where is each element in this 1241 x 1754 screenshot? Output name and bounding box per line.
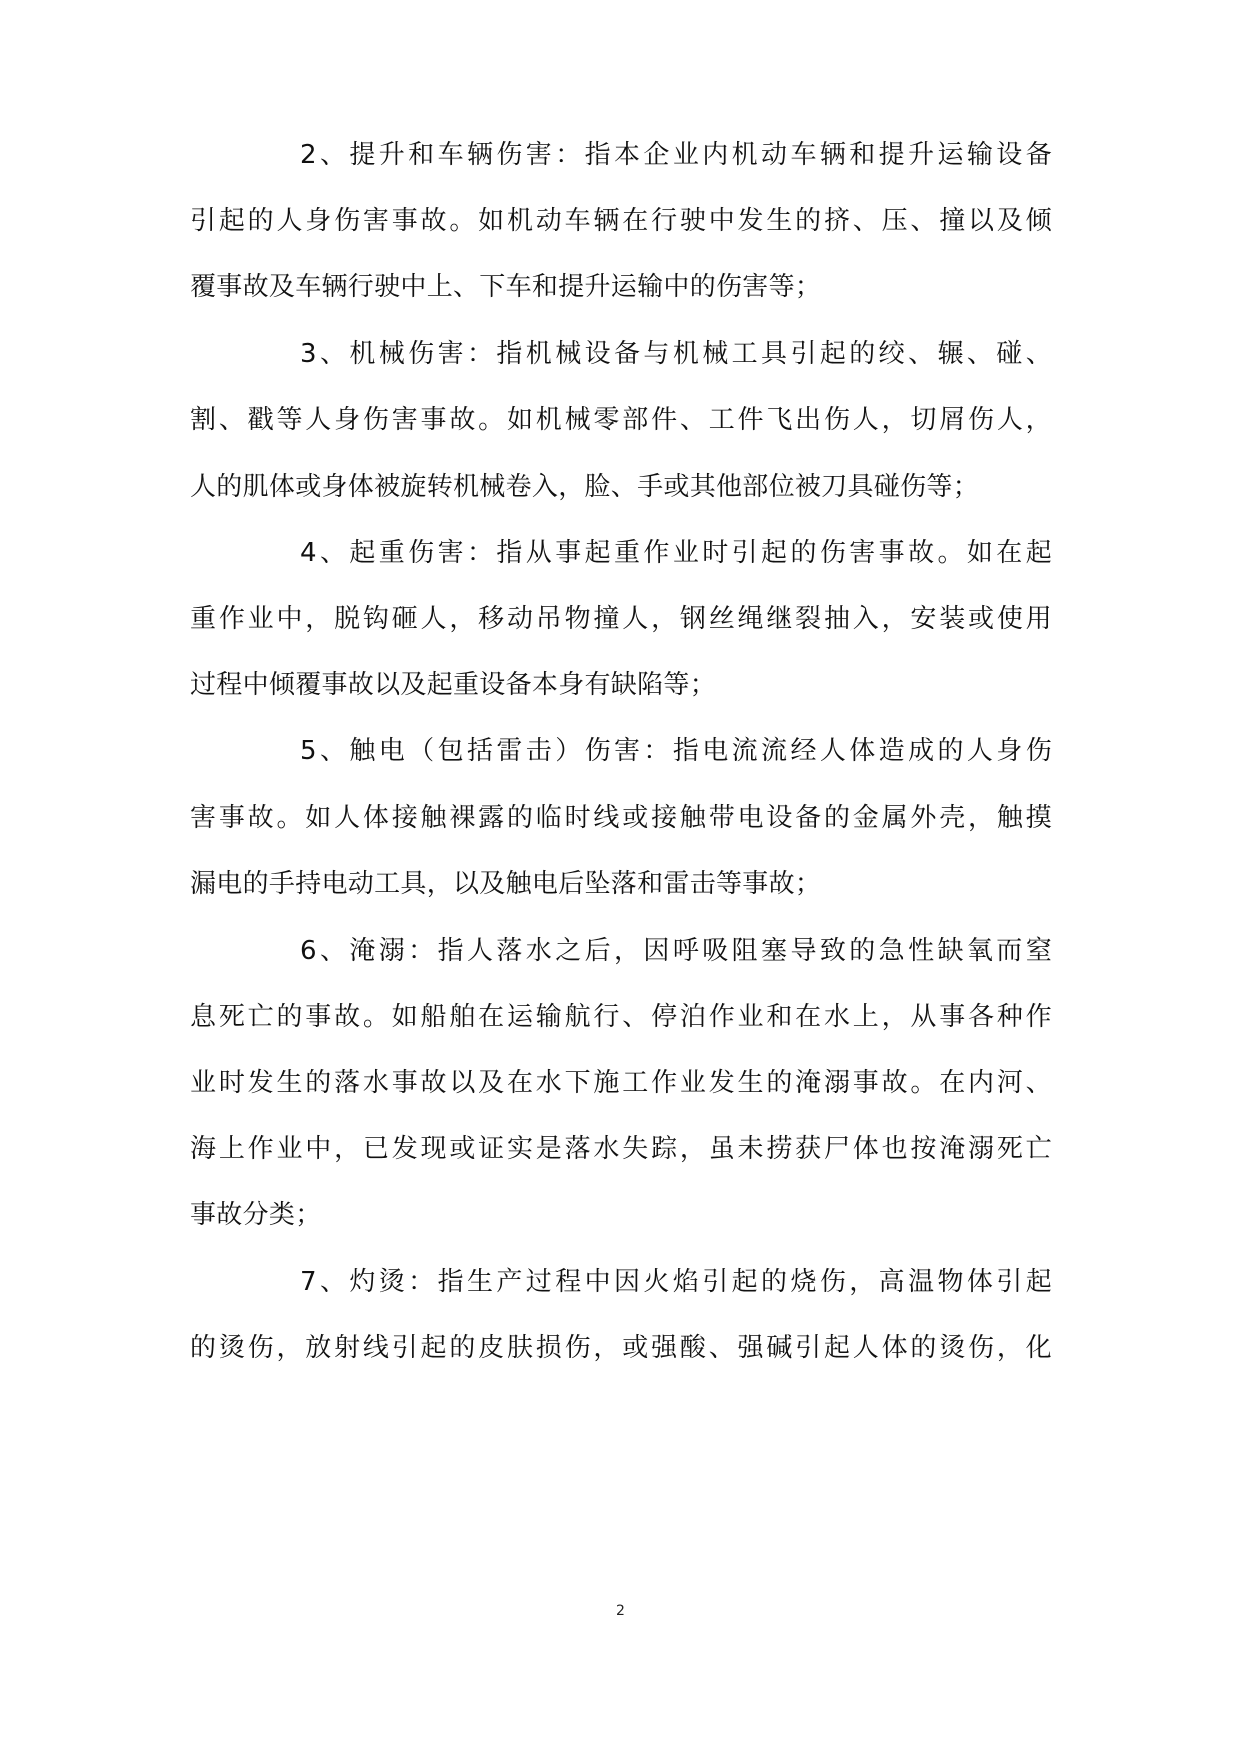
paragraph-2-line-1: 2、提升和车辆伤害：指本企业内机动车辆和提升运输设备: [300, 140, 1052, 170]
paragraph-7-line-1: 7、灼烫：指生产过程中因火焰引起的烧伤，高温物体引起: [300, 1267, 1052, 1297]
paragraph-5-line-2: 害事故。如人体接触裸露的临时线或接触带电设备的金属外壳，触摸: [190, 803, 1052, 833]
paragraph-4-line-3: 过程中倾覆事故以及起重设备本身有缺陷等；: [190, 670, 717, 700]
paragraph-6-line-2: 息死亡的事故。如船舶在运输航行、停泊作业和在水上，从事各种作: [190, 1002, 1052, 1032]
paragraph-6-line-5: 事故分类；: [190, 1200, 322, 1230]
paragraph-4-line-1: 4、起重伤害：指从事起重作业时引起的伤害事故。如在起: [300, 538, 1052, 568]
paragraph-3-line-1: 3、机械伤害：指机械设备与机械工具引起的绞、辗、碰、: [300, 339, 1052, 369]
paragraph-4-line-2: 重作业中，脱钩砸人，移动吊物撞人，钢丝绳继裂抽入，安装或使用: [190, 604, 1052, 634]
paragraph-3-line-2: 割、戳等人身伤害事故。如机械零部件、工件飞出伤人，切屑伤人，: [190, 405, 1052, 435]
paragraph-2-line-3: 覆事故及车辆行驶中上、下车和提升运输中的伤害等；: [190, 272, 822, 302]
paragraph-6-line-4: 海上作业中，已发现或证实是落水失踪，虽未捞获尸体也按淹溺死亡: [190, 1134, 1052, 1164]
paragraph-3-line-3: 人的肌体或身体被旋转机械卷入，脸、手或其他部位被刀具碰伤等；: [190, 472, 980, 502]
paragraph-7-line-2: 的烫伤，放射线引起的皮肤损伤，或强酸、强碱引起人体的烫伤，化: [190, 1333, 1052, 1363]
paragraph-5-line-1: 5、触电（包括雷击）伤害：指电流流经人体造成的人身伤: [300, 736, 1052, 766]
paragraph-2-line-2: 引起的人身伤害事故。如机动车辆在行驶中发生的挤、压、撞以及倾: [190, 206, 1052, 236]
paragraph-6-line-3: 业时发生的落水事故以及在水下施工作业发生的淹溺事故。在内河、: [190, 1068, 1052, 1098]
paragraph-6-line-1: 6、淹溺：指人落水之后，因呼吸阻塞导致的急性缺氧而窒: [300, 936, 1052, 966]
paragraph-5-line-3: 漏电的手持电动工具，以及触电后坠落和雷击等事故；: [190, 869, 822, 899]
page-number: 2: [616, 1603, 625, 1619]
